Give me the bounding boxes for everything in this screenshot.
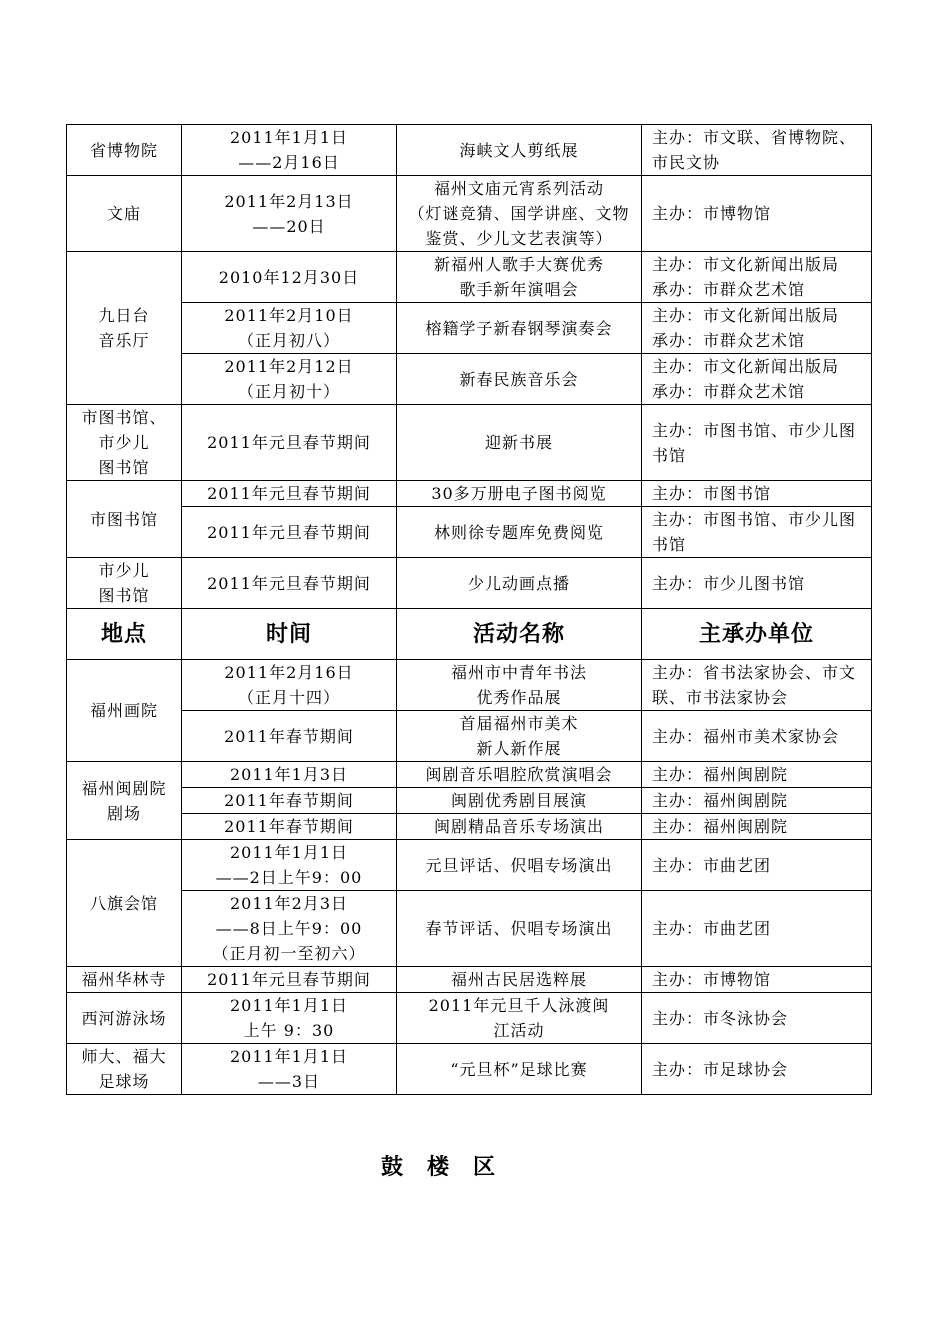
activity-cell: 迎新书展 bbox=[397, 405, 642, 481]
place-cell: 西河游泳场 bbox=[67, 993, 182, 1044]
organizer-cell: 主办：福州闽剧院 bbox=[642, 762, 872, 788]
time-cell: 2011年1月3日 bbox=[182, 762, 397, 788]
organizer-cell: 主办：福州市美术家协会 bbox=[642, 711, 872, 762]
activity-cell: 新福州人歌手大赛优秀 歌手新年演唱会 bbox=[397, 252, 642, 303]
table-row bbox=[67, 891, 872, 967]
table-row bbox=[67, 788, 872, 814]
organizer-cell: 主办：市曲艺团 bbox=[642, 840, 872, 891]
table-row bbox=[67, 814, 872, 840]
table-row bbox=[67, 1044, 872, 1095]
place-cell: 市少儿 图书馆 bbox=[67, 558, 182, 609]
place-cell: 九日台 音乐厅 bbox=[67, 252, 182, 405]
organizer-cell: 主办：市文联、省博物院、市民文协 bbox=[642, 125, 872, 176]
table-row bbox=[67, 481, 872, 507]
activity-cell: 春节评话、伬唱专场演出 bbox=[397, 891, 642, 967]
activity-cell: 2011年元旦千人泳渡闽 江活动 bbox=[397, 993, 642, 1044]
activity-cell: 林则徐专题库免费阅览 bbox=[397, 507, 642, 558]
time-cell: 2011年元旦春节期间 bbox=[182, 558, 397, 609]
table-header-row bbox=[67, 609, 872, 660]
time-cell: 2011年2月10日 （正月初八） bbox=[182, 303, 397, 354]
activity-cell: 榕籍学子新春钢琴演奏会 bbox=[397, 303, 642, 354]
organizer-cell: 主办：市冬泳协会 bbox=[642, 993, 872, 1044]
activity-cell: “元旦杯”足球比赛 bbox=[397, 1044, 642, 1095]
time-cell: 2011年元旦春节期间 bbox=[182, 481, 397, 507]
activity-cell: 闽剧音乐唱腔欣赏演唱会 bbox=[397, 762, 642, 788]
place-cell: 福州画院 bbox=[67, 660, 182, 762]
organizer-cell: 主办：市文化新闻出版局 承办：市群众艺术馆 bbox=[642, 252, 872, 303]
organizer-cell: 主办：省书法家协会、市文联、市书法家协会 bbox=[642, 660, 872, 711]
table-row bbox=[67, 840, 872, 891]
header-place: 地点 bbox=[67, 609, 182, 660]
activity-cell: 海峡文人剪纸展 bbox=[397, 125, 642, 176]
activity-cell: 元旦评话、伬唱专场演出 bbox=[397, 840, 642, 891]
table-row bbox=[67, 125, 872, 176]
time-cell: 2011年春节期间 bbox=[182, 711, 397, 762]
organizer-cell: 主办：市图书馆、市少儿图书馆 bbox=[642, 405, 872, 481]
time-cell: 2011年2月3日 ——8日上午9：00 （正月初一至初六） bbox=[182, 891, 397, 967]
place-cell: 文庙 bbox=[67, 176, 182, 252]
place-cell: 市图书馆、 市少儿 图书馆 bbox=[67, 405, 182, 481]
activity-cell: 少儿动画点播 bbox=[397, 558, 642, 609]
table-row bbox=[67, 252, 872, 303]
table-row bbox=[67, 303, 872, 354]
table-row bbox=[67, 354, 872, 405]
activity-cell: 福州古民居选粹展 bbox=[397, 967, 642, 993]
organizer-cell: 主办：市博物馆 bbox=[642, 176, 872, 252]
table-row bbox=[67, 405, 872, 481]
table-row bbox=[67, 660, 872, 711]
activity-cell: 首届福州市美术 新人新作展 bbox=[397, 711, 642, 762]
time-cell: 2011年1月1日 ——2月16日 bbox=[182, 125, 397, 176]
organizer-cell: 主办：市曲艺团 bbox=[642, 891, 872, 967]
activity-cell: 福州市中青年书法 优秀作品展 bbox=[397, 660, 642, 711]
district-heading: 鼓楼区 bbox=[380, 1155, 519, 1180]
place-cell: 省博物院 bbox=[67, 125, 182, 176]
time-cell: 2011年2月13日 ——20日 bbox=[182, 176, 397, 252]
table-row bbox=[67, 993, 872, 1044]
organizer-cell: 主办：福州闽剧院 bbox=[642, 814, 872, 840]
activity-cell: 30多万册电子图书阅览 bbox=[397, 481, 642, 507]
header-organizer: 主承办单位 bbox=[642, 609, 872, 660]
organizer-cell: 主办：市图书馆、市少儿图书馆 bbox=[642, 507, 872, 558]
organizer-cell: 主办：福州闽剧院 bbox=[642, 788, 872, 814]
activity-cell: 新春民族音乐会 bbox=[397, 354, 642, 405]
time-cell: 2011年春节期间 bbox=[182, 788, 397, 814]
table-row bbox=[67, 558, 872, 609]
place-cell: 福州闽剧院 剧场 bbox=[67, 762, 182, 840]
header-activity: 活动名称 bbox=[397, 609, 642, 660]
table-row bbox=[67, 967, 872, 993]
activity-cell: 闽剧精品音乐专场演出 bbox=[397, 814, 642, 840]
time-cell: 2011年元旦春节期间 bbox=[182, 507, 397, 558]
time-cell: 2011年1月1日 上午 9：30 bbox=[182, 993, 397, 1044]
table-row bbox=[67, 762, 872, 788]
table-row bbox=[67, 711, 872, 762]
time-cell: 2011年元旦春节期间 bbox=[182, 967, 397, 993]
header-time: 时间 bbox=[182, 609, 397, 660]
time-cell: 2011年1月1日 ——2日上午9：00 bbox=[182, 840, 397, 891]
time-cell: 2011年2月12日 （正月初十） bbox=[182, 354, 397, 405]
organizer-cell: 主办：市图书馆 bbox=[642, 481, 872, 507]
place-cell: 市图书馆 bbox=[67, 481, 182, 558]
place-cell: 师大、福大 足球场 bbox=[67, 1044, 182, 1095]
organizer-cell: 主办：市足球协会 bbox=[642, 1044, 872, 1095]
activity-cell: 福州文庙元宵系列活动 （灯谜竞猜、国学讲座、文物鉴赏、少儿文艺表演等） bbox=[397, 176, 642, 252]
organizer-cell: 主办：市文化新闻出版局 承办：市群众艺术馆 bbox=[642, 354, 872, 405]
activity-schedule-table bbox=[66, 124, 872, 1095]
time-cell: 2011年元旦春节期间 bbox=[182, 405, 397, 481]
activity-cell: 闽剧优秀剧目展演 bbox=[397, 788, 642, 814]
organizer-cell: 主办：市少儿图书馆 bbox=[642, 558, 872, 609]
place-cell: 八旗会馆 bbox=[67, 840, 182, 967]
time-cell: 2011年2月16日 （正月十四） bbox=[182, 660, 397, 711]
table-row bbox=[67, 507, 872, 558]
time-cell: 2011年春节期间 bbox=[182, 814, 397, 840]
organizer-cell: 主办：市博物馆 bbox=[642, 967, 872, 993]
place-cell: 福州华林寺 bbox=[67, 967, 182, 993]
time-cell: 2010年12月30日 bbox=[182, 252, 397, 303]
organizer-cell: 主办：市文化新闻出版局 承办：市群众艺术馆 bbox=[642, 303, 872, 354]
table-row bbox=[67, 176, 872, 252]
time-cell: 2011年1月1日 ——3日 bbox=[182, 1044, 397, 1095]
